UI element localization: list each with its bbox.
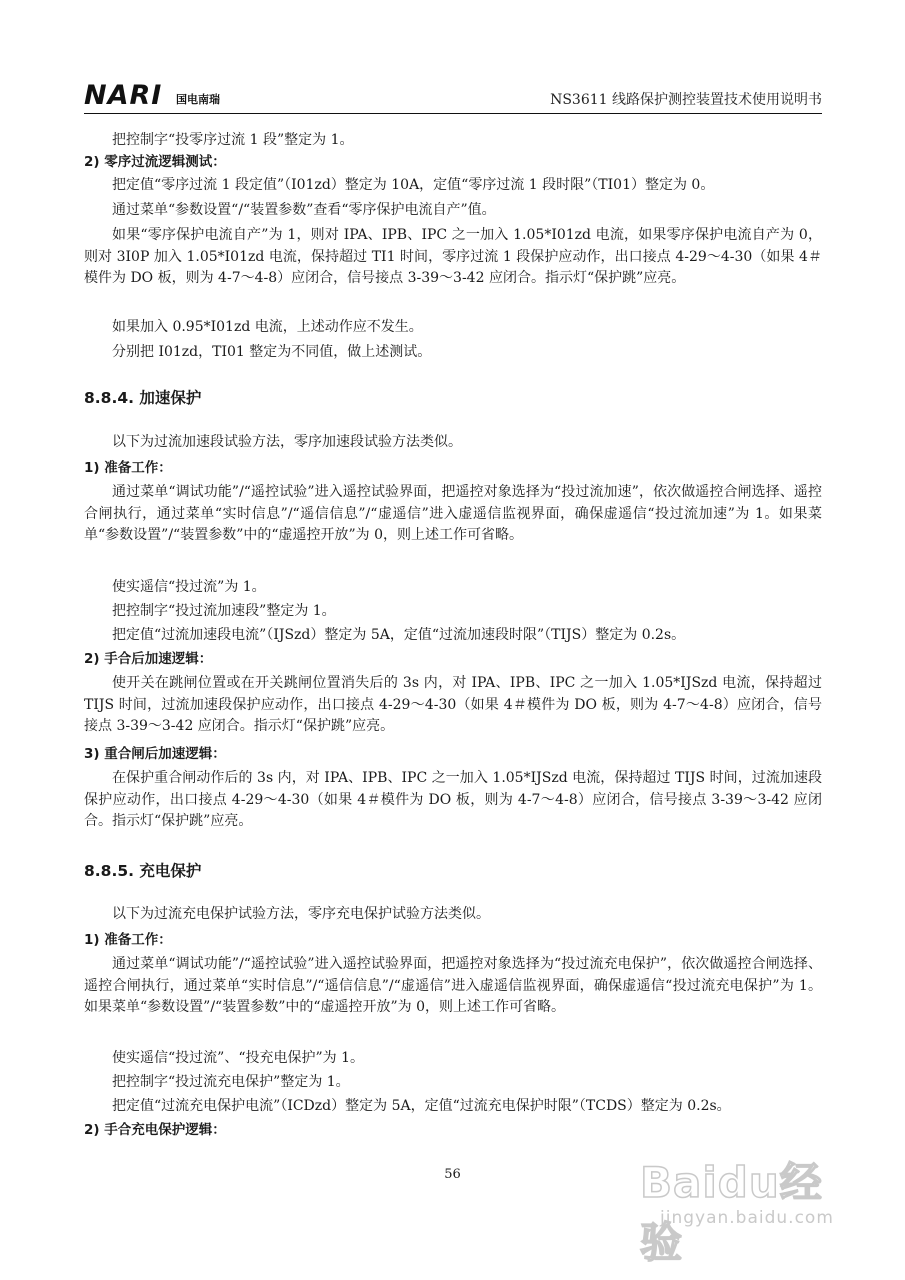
sub-label: 2) 手合后加速逻辑： [84,651,213,667]
sub-label: 2) 零序过流逻辑测试： [84,154,226,170]
paragraph: 以下为过流充电保护试验方法，零序充电保护试验方法类似。 [112,906,490,922]
paragraph: 分别把 I01zd，TI01 整定为不同值，做上述测试。 [112,344,432,360]
paragraph: 把控制字“投过流充电保护”整定为 1。 [112,1074,350,1090]
header-rule [84,113,822,114]
page-number: 56 [444,1167,461,1182]
paragraph: 使实遥信“投过流”、“投充电保护”为 1。 [112,1050,364,1066]
paragraph: 通过菜单“调试功能”/“遥控试验”进入遥控试验界面，把遥控对象选择为“投过流加速”，依次做遥控合闸选择、遥控合闸执行，通过菜单“实时信息”/“遥信信息”/“虚遥信”进入虚遥信监视界面，确保虚遥信“投过流加速”为 1。如果菜单“参数设置”/“装置参数”中的“虚遥控开放”为 0，则上述工作可省略。 [84,484,822,543]
sub-label: 1) 准备工作： [84,932,172,948]
baidu-watermark [640,1150,840,1267]
paragraph: 把定值“过流充电保护电流”（ICDzd）整定为 5A，定值“过流充电保护时限”（TCDS）整定为 0.2s。 [112,1098,731,1114]
paragraph: 如果“零序保护电流自产”为 1，则对 IPA、IPB、IPC 之一加入 1.05*I01zd 电流，如果零序保护电流自产为 0，则对 3I0P 加入 1.05*I01zd 电流，保持超过 TI1 时间，零序过流 1 段保护应动作，出口接点 4-29～4-30（如果 4＃模件为 DO 板，则为 4-7～4-8）应闭合，信号接点 3-39～3-42 应闭合。指示灯“保护跳”应亮。 [84,227,822,286]
page-header [84,78,822,112]
paragraph: 把控制字“投过流加速段”整定为 1。 [112,603,336,619]
document-title: NS3611 线路保护测控装置技术使用说明书 [550,92,822,108]
sub-label: 2) 手合充电保护逻辑： [84,1122,226,1138]
section-heading: 8.8.4. 加速保护 [84,389,202,407]
watermark-url: jingyan.baidu.com [660,1208,834,1228]
paragraph: 在保护重合闸动作后的 3s 内，对 IPA、IPB、IPC 之一加入 1.05*IJSzd 电流，保持超过 TIJS 时间，过流加速段保护应动作，出口接点 4-29～4-30（如果 4＃模件为 DO 板，则为 4-7～4-8）应闭合，信号接点 3-39～3-42 应闭合。指示灯“保护跳”应亮。 [84,770,822,829]
paragraph: 使开关在跳闸位置或在开关跳闸位置消失后的 3s 内，对 IPA、IPB、IPC 之一加入 1.05*IJSzd 电流，保持超过 TIJS 时间，过流加速段保护应动作，出口接点 4-29～4-30（如果 4＃模件为 DO 板，则为 4-7～4-8）应闭合，信号接点 3-39～3-42 应闭合。指示灯“保护跳”应亮。 [84,675,822,734]
paragraph: 把控制字“投零序过流 1 段”整定为 1。 [112,132,354,148]
paragraph: 以下为过流加速段试验方法，零序加速段试验方法类似。 [112,434,462,450]
paragraph: 把定值“零序过流 1 段定值”（I01zd）整定为 10A，定值“零序过流 1 段时限”（TI01）整定为 0。 [112,177,715,193]
paragraph: 通过菜单“调试功能”/“遥控试验”进入遥控试验界面，把遥控对象选择为“投过流充电保护”，依次做遥控合闸选择、遥控合闸执行，通过菜单“实时信息”/“遥信信息”/“虚遥信”进入虚遥信监视界面，确保虚遥信“投过流充电保护”为 1。如果菜单“参数设置”/“装置参数”中的“虚遥控开放”为 0，则上述工作可省略。 [84,956,822,1015]
paragraph: 通过菜单“参数设置“/“装置参数”查看“零序保护电流自产”值。 [112,202,496,218]
paragraph: 如果加入 0.95*I01zd 电流，上述动作应不发生。 [112,319,423,335]
nari-logo: NARI [84,80,163,111]
nari-logo-cn: 国电南瑞 [176,93,220,106]
section-heading: 8.8.5. 充电保护 [84,862,202,880]
sub-label: 1) 准备工作： [84,460,172,476]
sub-label: 3) 重合闸后加速逻辑： [84,746,226,762]
paragraph: 把定值“过流加速段电流”（IJSzd）整定为 5A，定值“过流加速段时限”（TIJS）整定为 0.2s。 [112,627,686,643]
watermark-main: Baidu经验 [640,1158,823,1267]
paragraph: 使实遥信“投过流”为 1。 [112,579,266,595]
